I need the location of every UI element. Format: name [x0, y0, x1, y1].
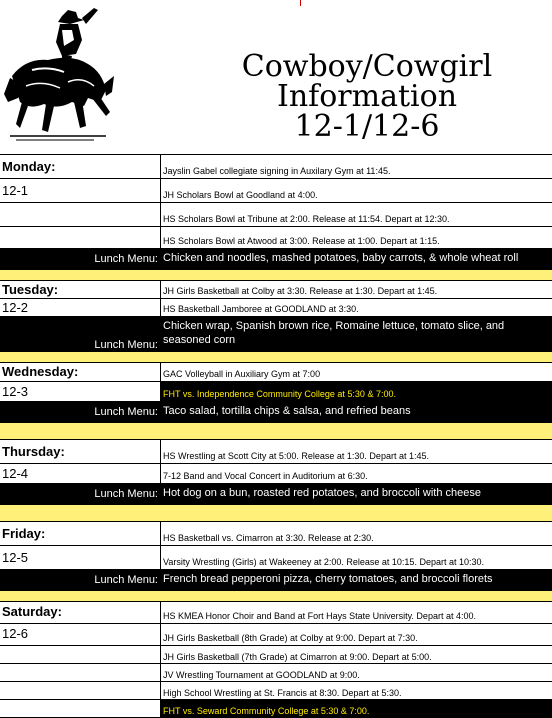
lunch-menu: Hot dog on a bun, roasted red potatoes, and broccoli with cheese	[161, 484, 552, 505]
table-row	[0, 664, 552, 682]
empty-cell	[0, 700, 161, 718]
separator-row	[0, 270, 552, 281]
lunch-label: Lunch Menu:	[0, 402, 161, 423]
day-label: Thursday:	[0, 440, 161, 464]
event-cell: HS Scholars Bowl at Atwood at 3:00. Release at 1:00. Depart at 1:15.	[161, 227, 552, 249]
table-row	[0, 546, 552, 570]
day-label: Saturday:	[0, 602, 161, 624]
table-row	[0, 440, 552, 464]
bucking-horse-cowboy-logo	[2, 6, 114, 144]
lunch-row	[0, 570, 552, 591]
table-row	[0, 382, 552, 402]
lunch-menu: French bread pepperoni pizza, cherry tomatoes, and broccoli florets	[161, 570, 552, 591]
empty-cell	[0, 203, 161, 227]
lunch-menu: Taco salad, tortilla chips & salsa, and refried beans	[161, 402, 552, 423]
empty-cell	[0, 227, 161, 249]
page-title	[222, 52, 512, 142]
event-cell: HS Basketball Jamboree at GOODLAND at 3:30.	[161, 299, 552, 317]
event-cell: 7-12 Band and Vocal Concert in Auditorium at 6:30.	[161, 464, 552, 484]
separator-row	[0, 423, 552, 440]
lunch-label: Lunch Menu:	[0, 249, 161, 270]
date-label: 12-2	[0, 299, 161, 317]
event-cell: High School Wrestling at St. Francis at 8:30. Depart at 5:30.	[161, 682, 552, 700]
table-row	[0, 363, 552, 382]
schedule-table	[0, 154, 552, 718]
event-cell: HS KMEA Honor Choir and Band at Fort Hays State University. Depart at 4:00.	[161, 602, 552, 624]
lunch-row	[0, 317, 552, 352]
date-label: 12-4	[0, 464, 161, 484]
day-label: Friday:	[0, 522, 161, 546]
table-row	[0, 464, 552, 484]
event-cell: Varsity Wrestling (Girls) at Wakeeney at 2:00. Release at 10:15. Depart at 10:30.	[161, 546, 552, 570]
day-label: Wednesday:	[0, 363, 161, 382]
event-cell: JH Girls Basketball at Colby at 3:30. Release at 1:30. Depart at 1:45.	[161, 281, 552, 299]
event-cell: JH Girls Basketball (7th Grade) at Cimarron at 9:00. Depart at 5:00.	[161, 646, 552, 664]
lunch-row	[0, 484, 552, 505]
event-cell-highlighted: FHT vs. Seward Community College at 5:30 & 7:00.	[161, 700, 552, 718]
event-cell: GAC Volleyball in Auxiliary Gym at 7:00	[161, 363, 552, 382]
lunch-menu: Chicken wrap, Spanish brown rice, Romaine lettuce, tomato slice, and seasoned corn	[161, 317, 552, 352]
lunch-row	[0, 402, 552, 423]
date-label: 12-5	[0, 546, 161, 570]
event-cell-highlighted: FHT vs. Independence Community College at 5:30 & 7:00.	[161, 382, 552, 402]
lunch-menu: Chicken and noodles, mashed potatoes, baby carrots, & whole wheat roll	[161, 249, 552, 270]
event-cell: JH Scholars Bowl at Goodland at 4:00.	[161, 179, 552, 203]
title-line-2: Information	[222, 82, 512, 112]
table-row	[0, 299, 552, 317]
event-cell: HS Scholars Bowl at Tribune at 2:00. Release at 11:54. Depart at 12:30.	[161, 203, 552, 227]
day-label: Tuesday:	[0, 281, 161, 299]
date-label: 12-6	[0, 624, 161, 646]
table-row	[0, 203, 552, 227]
empty-cell	[0, 664, 161, 682]
day-label: Monday:	[0, 155, 161, 179]
table-row	[0, 227, 552, 249]
lunch-label: Lunch Menu:	[0, 484, 161, 505]
table-row	[0, 646, 552, 664]
empty-cell	[0, 646, 161, 664]
event-cell: HS Basketball vs. Cimarron at 3:30. Release at 2:30.	[161, 522, 552, 546]
red-mark	[300, 0, 301, 6]
lunch-row	[0, 249, 552, 270]
table-row	[0, 700, 552, 718]
separator-row	[0, 352, 552, 363]
lunch-label: Lunch Menu:	[0, 570, 161, 591]
title-line-3: 12-1/12-6	[222, 112, 512, 142]
table-row	[0, 602, 552, 624]
event-cell: JV Wrestling Tournament at GOODLAND at 9:00.	[161, 664, 552, 682]
title-line-1: Cowboy/Cowgirl	[222, 52, 512, 82]
table-row	[0, 155, 552, 179]
separator-row	[0, 591, 552, 602]
date-label: 12-3	[0, 382, 161, 402]
table-row	[0, 682, 552, 700]
table-row	[0, 179, 552, 203]
empty-cell	[0, 682, 161, 700]
separator-row	[0, 505, 552, 522]
lunch-label: Lunch Menu:	[0, 317, 161, 352]
table-row	[0, 624, 552, 646]
date-label: 12-1	[0, 179, 161, 203]
event-cell: HS Wrestling at Scott City at 5:00. Release at 1:30. Depart at 1:45.	[161, 440, 552, 464]
event-cell: Jayslin Gabel collegiate signing in Auxilary Gym at 11:45.	[161, 155, 552, 179]
event-cell: JH Girls Basketball (8th Grade) at Colby at 9:00. Depart at 7:30.	[161, 624, 552, 646]
header	[0, 0, 552, 154]
table-row	[0, 281, 552, 299]
table-row	[0, 522, 552, 546]
